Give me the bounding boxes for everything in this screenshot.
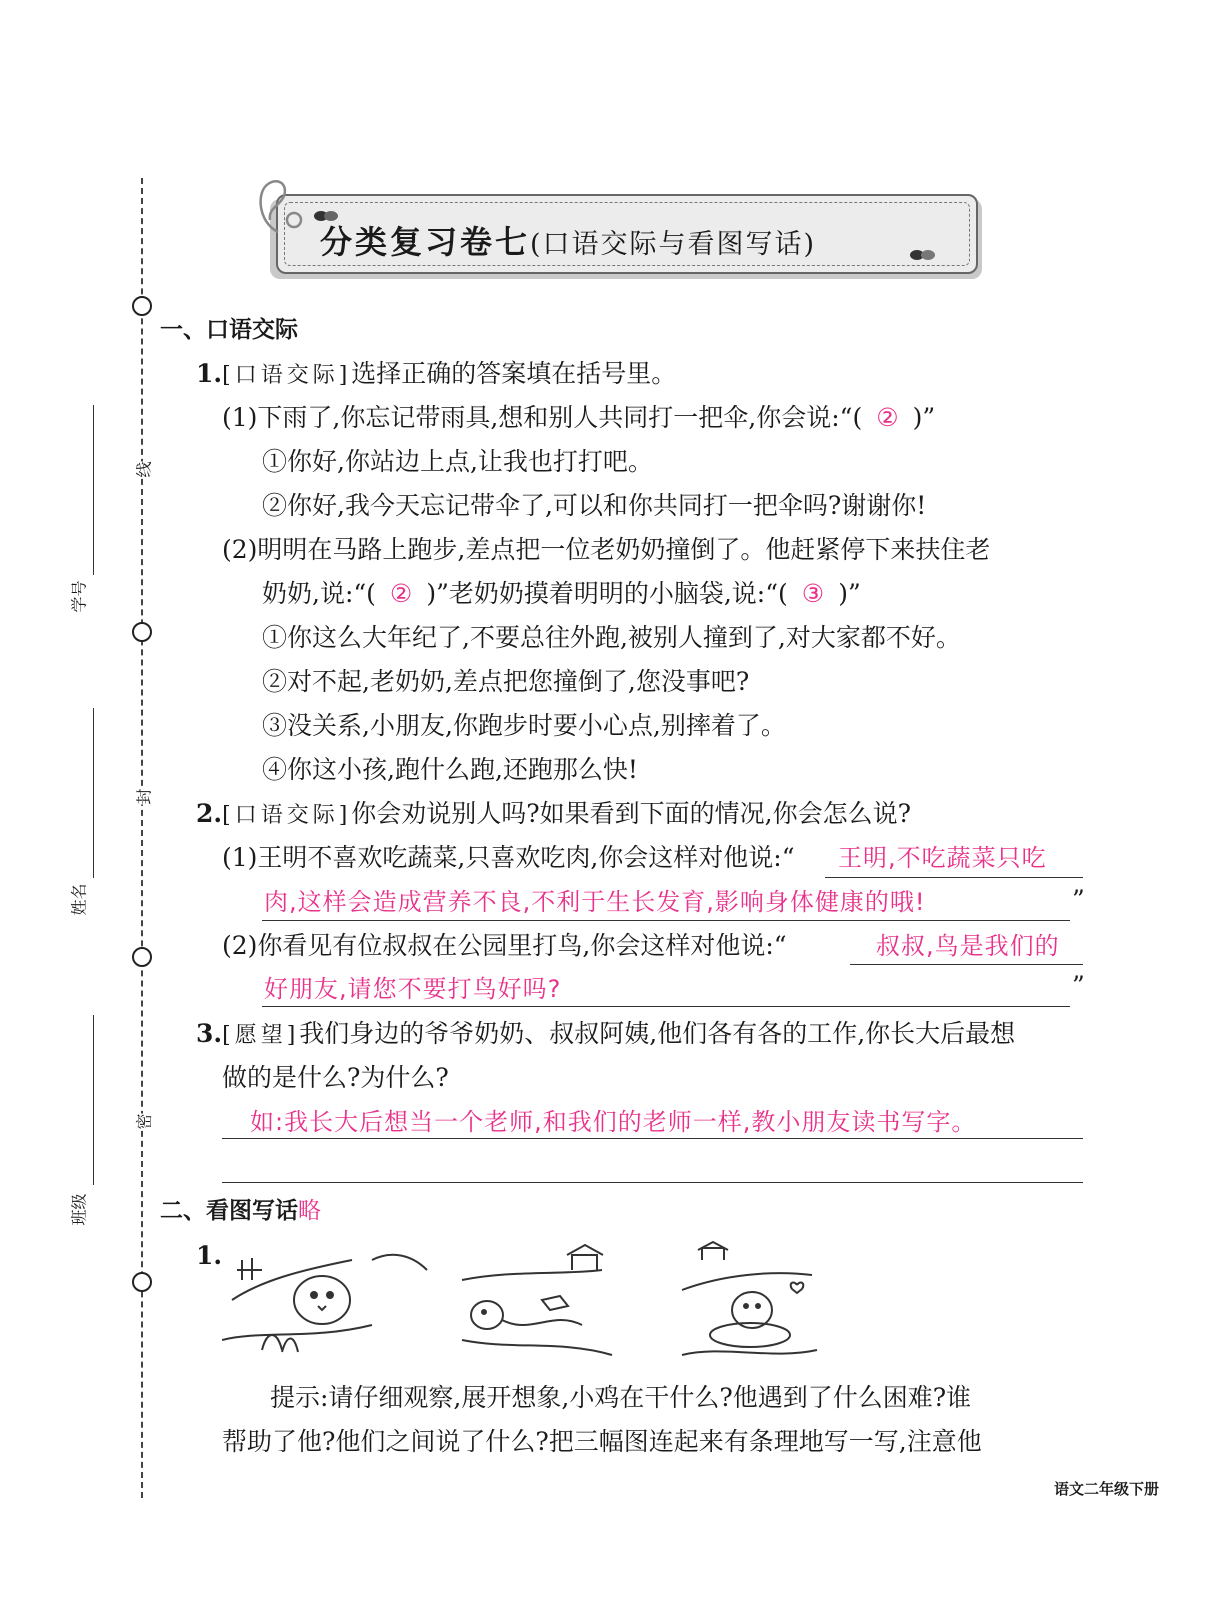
q1-p1-option-2: ②你好,我今天忘记带伞了,可以和你共同打一把伞吗?谢谢你! <box>262 491 927 520</box>
answer-underline <box>222 1138 1083 1139</box>
picture-story-illustration <box>222 1240 822 1370</box>
q2-line: 2.[口语交际]你会劝说别人吗?如果看到下面的情况,你会怎么说? <box>196 799 912 828</box>
page-footer: 语文二年级下册 <box>1054 1480 1160 1498</box>
q2-p2-stem: (2)你看见有位叔叔在公园里打鸟,你会这样对他说:“ <box>222 931 787 960</box>
q2-p1-close: ” <box>1072 885 1085 914</box>
q1-p1-stem: (1)下雨了,你忘记带雨具,想和别人共同打一把伞,你会说:“( ② )” <box>222 403 936 432</box>
butterfly-icon <box>908 244 938 266</box>
binding-cut-line <box>141 178 143 1498</box>
s2-hint-line-2: 帮助了他?他们之间说了什么?把三幅图连起来有条理地写一写,注意他 <box>222 1427 982 1456</box>
q1-p2-option-2: ②对不起,老奶奶,差点把您撞倒了,您没事吧? <box>262 667 750 696</box>
q2-p1-stem: (1)王明不喜欢吃蔬菜,只喜欢吃肉,你会这样对他说:“ <box>222 843 795 872</box>
binding-hole-icon <box>132 296 152 316</box>
q1-p1-answer: ② <box>876 403 899 432</box>
q1-p1-option-1: ①你好,你站边上点,让我也打打吧。 <box>262 447 653 476</box>
binding-hole-icon <box>132 1272 152 1292</box>
student-name-label: 姓名 <box>69 883 89 916</box>
q2-p2-answer-1: 叔叔,鸟是我们的 <box>876 932 1060 960</box>
section2-note: 略 <box>298 1198 321 1224</box>
answer-underline <box>825 877 1083 878</box>
cut-char-line: 线 <box>132 461 155 477</box>
answer-underline <box>850 964 1083 965</box>
paperclip-icon <box>248 172 308 242</box>
q1-p2-option-1: ①你这么大年纪了,不要总往外跑,被别人撞到了,对大家都不好。 <box>262 623 961 652</box>
cut-char-seal: 封 <box>132 788 155 804</box>
section1-heading: 一、口语交际 <box>160 317 298 343</box>
q3-line-2: 做的是什么?为什么? <box>222 1063 449 1092</box>
answer-underline <box>222 1182 1083 1183</box>
q2-p2-answer-2: 好朋友,请您不要打鸟好吗? <box>264 975 562 1003</box>
q1-p2-answer-2: ③ <box>801 579 825 608</box>
q1-line: 1.[口语交际]选择正确的答案填在括号里。 <box>196 359 677 388</box>
binding-hole-icon <box>132 622 152 642</box>
q2-p1-answer-1: 王明,不吃蔬菜只吃 <box>838 844 1047 872</box>
s2-q1-num: 1. <box>196 1241 223 1270</box>
q1-p2-stem: (2)明明在马路上跑步,差点把一位老奶奶撞倒了。他赶紧停下来扶住老 <box>222 535 991 564</box>
q1-p2-option-3: ③没关系,小朋友,你跑步时要小心点,别摔着了。 <box>262 711 786 740</box>
q3-answer: 如:我长大后想当一个老师,和我们的老师一样,教小朋友读书写字。 <box>250 1108 977 1136</box>
class-label: 班级 <box>69 1193 89 1226</box>
answer-underline <box>262 920 1070 921</box>
s2-hint-line-1: 提示:请仔细观察,展开想象,小鸡在干什么?他遇到了什么困难?谁 <box>270 1383 972 1412</box>
q3-line: 3.[愿望]我们身边的爷爷奶奶、叔叔阿姨,他们各有各的工作,你长大后最想 <box>196 1019 1016 1048</box>
student-number-label: 学号 <box>69 580 89 613</box>
q2-p1-answer-2: 肉,这样会造成营养不良,不利于生长发育,影响身体健康的哦! <box>264 888 926 916</box>
q2-p2-close: ” <box>1072 971 1085 1000</box>
cut-char-secret: 密 <box>132 1113 155 1129</box>
q1-p2-answer-1: ② <box>389 579 413 608</box>
student-number-blank[interactable] <box>93 405 94 575</box>
student-name-blank[interactable] <box>93 708 94 878</box>
section2-heading: 二、看图写话略 <box>160 1198 321 1224</box>
binding-hole-icon <box>132 947 152 967</box>
class-blank[interactable] <box>93 1015 94 1185</box>
answer-underline <box>262 1006 1070 1007</box>
q1-p2-option-4: ④你这小孩,跑什么跑,还跑那么快! <box>262 755 638 784</box>
page-title: 分类复习卷七(口语交际与看图写话) <box>320 223 817 261</box>
q1-p2-stem-2: 奶奶,说:“( ② )”老奶奶摸着明明的小脑袋,说:“( ③ )” <box>262 579 861 608</box>
